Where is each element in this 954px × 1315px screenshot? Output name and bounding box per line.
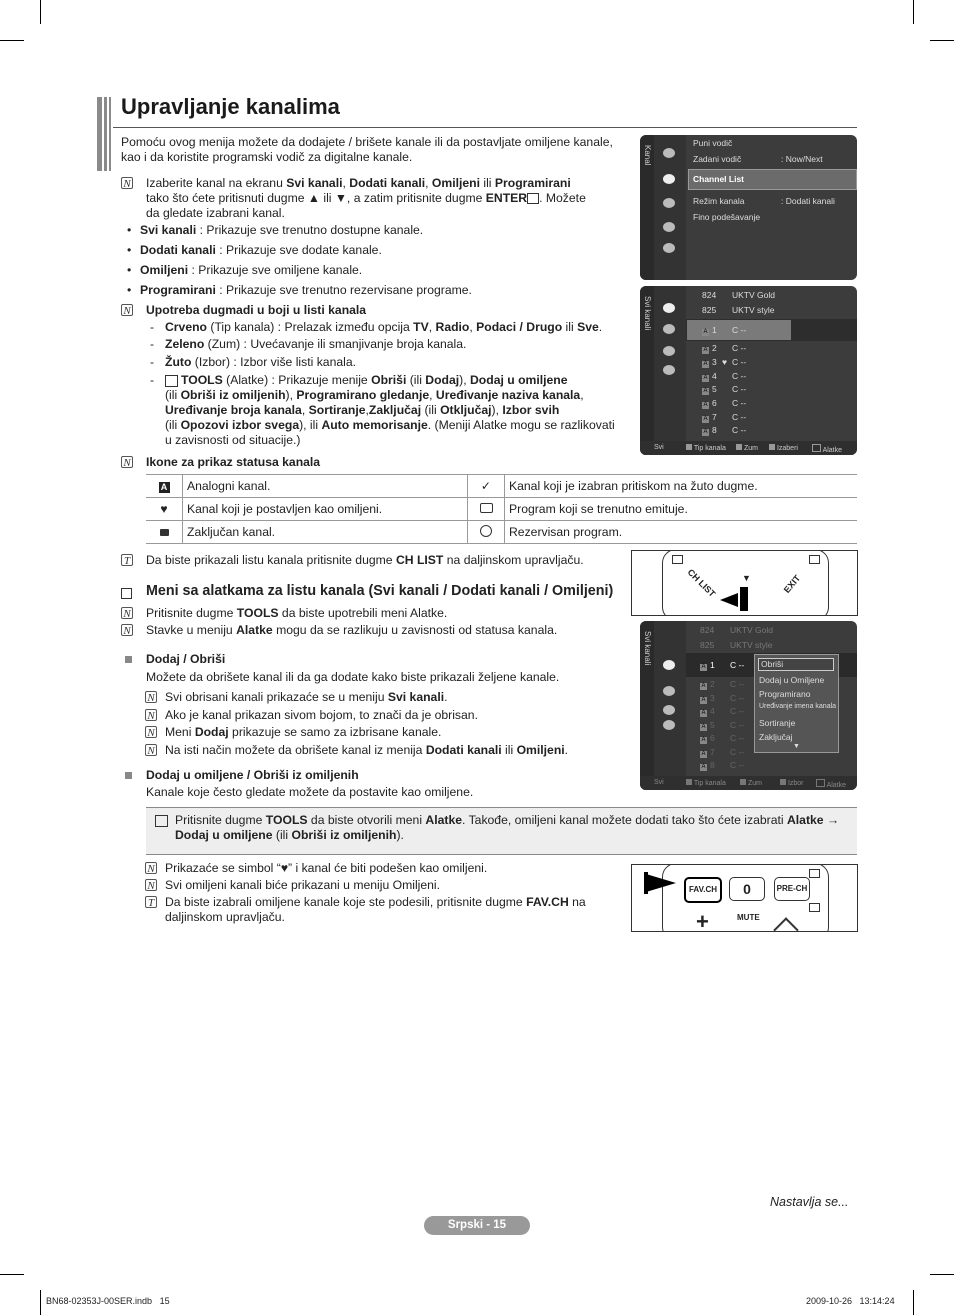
continue-text: Nastavlja se... [770, 1195, 849, 1209]
section-note: Pritisnite dugme TOOLS da biste upotrebili meni Alatke. [146, 606, 448, 620]
channel-name: C -- [732, 357, 747, 367]
table-cell: Program koji se trenutno emituje. [505, 498, 858, 521]
menu-item[interactable]: Puni vodič [693, 138, 733, 148]
note-icon: N [145, 709, 157, 721]
channel-name: C -- [732, 425, 747, 435]
channel-row[interactable]: A 4 [703, 371, 717, 381]
picture-icon [663, 148, 675, 158]
scheduled-icon [663, 720, 675, 730]
dash: - [150, 373, 155, 387]
note-icon: N [121, 177, 133, 189]
enter-button [740, 587, 748, 611]
delete-note: Svi obrisani kanali prikazaće se u meniju Svi kanali. [165, 690, 448, 704]
menu-item[interactable]: Režim kanala [693, 196, 745, 206]
table-cell: Rezervisan program. [505, 521, 858, 544]
delete-note: Meni Dodaj prikazuje se samo za izbrisane kanale. [165, 725, 442, 739]
crop-mark [913, 1290, 914, 1315]
menu-side-label: Svi kanali [643, 296, 652, 331]
remote-control-image [631, 864, 858, 932]
fav-note: Prikazaće se simbol “♥” i kanal će biti podešen kao omiljeni. [165, 861, 488, 875]
crop-mark [930, 40, 954, 41]
list-item: Programirani : Prikazuje sve trenutno rezervisane programe. [140, 283, 472, 297]
crop-mark [913, 0, 914, 24]
plus-icon: + [696, 909, 709, 932]
tools-note-text: Pritisnite dugme TOOLS da biste otvorili meni Alatke. Takođe, omiljeni kanal možete dodati tako što ćete izabrati Alatke → Dodaj u omiljene (ili Obriši iz omiljenih). [175, 813, 840, 842]
table-top-rule [146, 474, 857, 475]
menu-item-value: : Dodati kanali [781, 196, 835, 206]
channel-row[interactable]: A 2 [703, 343, 717, 353]
note-icon: N [121, 304, 133, 316]
square-bullet [125, 656, 132, 663]
red-button-text: Crveno (Tip kanala) : Prelazak između opcija TV, Radio, Podaci / Drugo ili Sve. [165, 320, 603, 334]
dash: - [150, 337, 155, 351]
added-icon [663, 324, 675, 334]
channel-name: C -- [732, 371, 747, 381]
fav-heading: Dodaj u omiljene / Obriši iz omiljenih [146, 768, 359, 782]
yellow-button-text: Žuto (Izbor) : Izbor više listi kanala. [165, 355, 356, 369]
tools-item[interactable]: Programirano [759, 689, 811, 699]
heart-icon: ♥ [722, 357, 728, 367]
channel-name: C -- [732, 343, 747, 353]
list-item: Omiljeni : Prikazuje sve omiljene kanale. [140, 263, 363, 277]
channel-num: 824 [702, 290, 717, 300]
crop-mark [0, 40, 24, 41]
menu-item[interactable]: Zadani vodič [693, 154, 742, 164]
page-number-badge: Srpski - 15 [424, 1216, 530, 1235]
pointer-bar [644, 872, 648, 894]
tools-item[interactable]: Dodaj u Omiljene [759, 675, 825, 685]
channel-name: UKTV Gold [732, 290, 775, 300]
pre-ch-button: PRE-CH [774, 877, 810, 901]
channel-menu-screen [640, 135, 857, 280]
delete-heading: Dodaj / Obriši [146, 652, 226, 666]
channel-name: C -- [730, 660, 745, 670]
channel-row[interactable]: A 7 [703, 412, 717, 422]
scheduled-icon [663, 365, 675, 375]
channel-name: C -- [732, 325, 747, 335]
tools-note-box [146, 807, 857, 855]
checkbox-bullet-icon [121, 588, 132, 599]
title-rule [113, 127, 857, 128]
all-icon [663, 303, 675, 313]
dash: - [150, 355, 155, 369]
tools-text: TOOLS (Alatke) : Prikazuje menije Obriši (ili Dodaj), Dodaj u omiljene (ili Obriši iz omiljenih), Programirano gledanje, Uređivanje naziva kanala, Uređivanje broja kanala, Sortiranje,Zaključaj (ili Otključaj), Izbor svih (ili Opozovi izbor svega), ili Auto memorisanje. (Meniji Alatke mogu se razlikovati u zavisnosti od situacije.) [165, 373, 615, 447]
menu-side-label: Kanal [643, 145, 652, 166]
mute-label: MUTE [737, 913, 760, 922]
channel-row[interactable]: A 1 [701, 660, 715, 670]
color-buttons-heading: Upotreba dugmadi u boji u listi kanala [146, 303, 367, 317]
clock-icon [468, 521, 505, 544]
channel-icon [663, 174, 675, 184]
channel-name: UKTV style [730, 640, 773, 650]
channel-name: UKTV Gold [730, 625, 773, 635]
table-cell: Analogni kanal. [183, 475, 468, 498]
green-button-text: Zeleno (Zum) : Uvećavanje ili smanjivanje broja kanala. [165, 337, 467, 351]
note-icon: N [145, 879, 157, 891]
added-icon [663, 686, 675, 696]
heart-icon [663, 346, 675, 356]
tv-icon [809, 555, 820, 564]
list-item: • [127, 243, 132, 257]
heart-icon: ♥ [146, 498, 183, 521]
fav-note: Da biste izabrali omiljene kanale koje ste podesili, pritisnite dugme FAV.CH na daljinskom upravljaču. [165, 895, 586, 924]
exit-label: EXIT [781, 573, 803, 595]
fav-ch-button: FAV.CH [684, 877, 722, 903]
pointer-arrow-icon [720, 593, 738, 607]
tools-icon [672, 555, 683, 564]
channel-row[interactable]: A 8 [703, 425, 717, 435]
grey-channel-names: C -- C -- C -- C -- C -- C -- C -- [730, 679, 745, 770]
page-title: Upravljanje kanalima [121, 94, 340, 119]
tv-icon [809, 869, 820, 878]
check-icon: ✓ [468, 475, 505, 498]
note-icon: N [145, 744, 157, 756]
grey-channel-rows: A 2 A 3 A 4 A 5 A 6 A 7 A 8 [701, 679, 715, 770]
crop-mark [0, 1274, 24, 1275]
note-icon: N [121, 624, 133, 636]
tools-icon [809, 903, 820, 912]
delete-note: Na isti način možete da obrišete kanal iz menija Dodati kanali ili Omiljeni. [165, 743, 569, 757]
menu-item[interactable]: Fino podešavanje [693, 212, 761, 222]
channel-num: 825 [700, 640, 715, 650]
crop-mark [40, 0, 41, 24]
zero-button: 0 [729, 877, 765, 901]
footer-right: 2009-10-26 13:14:24 [806, 1296, 895, 1306]
lock-icon [146, 521, 183, 544]
application-icon [663, 243, 675, 253]
delete-text: Možete da obrišete kanal ili da ga dodate kako biste prikazali željene kanale. [146, 670, 560, 684]
status-icons-table [146, 474, 857, 544]
channel-num: 824 [700, 625, 715, 635]
arrow-down-icon: ▼ [742, 573, 751, 583]
channel-name: C -- [732, 384, 747, 394]
remote-control-image [631, 550, 858, 616]
channel-name: UKTV style [732, 305, 775, 315]
list-item: • [127, 223, 132, 237]
table-row [146, 475, 857, 498]
channel-name: C -- [732, 412, 747, 422]
list-item: Dodati kanali : Prikazuje sve dodate kanale. [140, 243, 382, 257]
tip-icon: T [145, 896, 157, 908]
channel-name: C -- [732, 398, 747, 408]
input-icon [663, 222, 675, 232]
pointer-arrow-icon [646, 874, 676, 892]
status-heading: Ikone za prikaz statusa kanala [146, 455, 321, 469]
intro-text: Pomoću ovog menija možete da dodajete / brišete kanale ili da postavljate omiljene kanale, kao i da koristite programski vodič za digitalne kanale. [121, 135, 613, 164]
menu-side-label: Svi kanali [643, 631, 652, 666]
tools-item-selected[interactable]: Obriši [758, 658, 834, 671]
tip-icon: T [121, 554, 133, 566]
tools-icon [155, 815, 168, 827]
tools-popup [754, 654, 839, 753]
list-item: • [127, 283, 132, 297]
tools-item[interactable]: Sortiranje [759, 718, 796, 728]
note-icon: N [121, 456, 133, 468]
heart-icon [663, 705, 675, 715]
channel-list-screen [640, 286, 857, 455]
note-icon: N [121, 607, 133, 619]
menu-item-value: : Now/Next [781, 154, 823, 164]
all-icon [663, 660, 675, 670]
channel-row[interactable]: A 6 [703, 398, 717, 408]
title-decoration [97, 97, 111, 171]
section-heading: Meni sa alatkama za listu kanala (Svi kanali / Dodati kanali / Omiljeni) [146, 583, 614, 599]
table-cell: Zaključan kanal. [183, 521, 468, 544]
tools-item[interactable]: Zaključaj [759, 732, 793, 742]
table-cell: Kanal koji je izabran pritiskom na žuto dugme. [505, 475, 858, 498]
fav-text: Kanale koje često gledate možete da postavite kao omiljene. [146, 785, 474, 799]
table-row [146, 521, 857, 544]
note-icon: N [145, 691, 157, 703]
dash: - [150, 320, 155, 334]
menu-item[interactable]: Channel List [693, 174, 745, 184]
square-bullet [125, 772, 132, 779]
list-item: • [127, 263, 132, 277]
channel-row[interactable]: A 3 [703, 357, 717, 367]
channel-row[interactable]: A 1 [703, 325, 717, 335]
note-icon: N [145, 726, 157, 738]
tools-icon [165, 375, 178, 387]
table-cell: Kanal koji je postavljen kao omiljeni. [183, 498, 468, 521]
crop-mark [40, 1290, 41, 1315]
setup-icon [663, 198, 675, 208]
fav-note: Svi omiljeni kanali biće prikazani u meniju Omiljeni. [165, 878, 441, 892]
tv-icon [468, 498, 505, 521]
channel-row[interactable]: A 5 [703, 384, 717, 394]
tools-item[interactable]: Uređivanje imena kanala [759, 703, 837, 710]
note-icon: N [145, 862, 157, 874]
enter-icon [527, 193, 539, 204]
table-row [146, 498, 857, 521]
analog-icon: A [146, 475, 183, 498]
delete-note: Ako je kanal prikazan sivom bojom, to znači da je obrisan. [165, 708, 478, 722]
chlist-note: Da biste prikazali listu kanala pritisnite dugme CH LIST na daljinskom upravljaču. [146, 553, 584, 567]
scroll-down-icon[interactable]: ▼ [793, 743, 800, 750]
channel-num: 825 [702, 305, 717, 315]
crop-mark [930, 1274, 954, 1275]
menu-bottom-bar: Svi Tip kanala Zum Izaberi Alatke [640, 441, 857, 455]
ch-list-label: CH LIST [685, 567, 718, 599]
note-select-channel: Izaberite kanal na ekranu Svi kanali, Dodati kanali, Omiljeni ili Programirani tako što ćete pritisnuti dugme ▲ ili ▼, a zatim pritisnite dugme ENTER . Možete da gledate izabrani kanal. [146, 176, 586, 220]
section-note: Stavke u meniju Alatke mogu da se razlikuju u zavisnosti od statusa kanala. [146, 623, 558, 637]
tools-menu-screen [640, 621, 857, 790]
menu-bottom-bar: Svi Tip kanala Zum Izbor Alatke [640, 776, 857, 790]
footer-left: BN68-02353J-00SER.indb 15 [46, 1296, 170, 1306]
list-item: Svi kanali : Prikazuje sve trenutno dostupne kanale. [140, 223, 424, 237]
